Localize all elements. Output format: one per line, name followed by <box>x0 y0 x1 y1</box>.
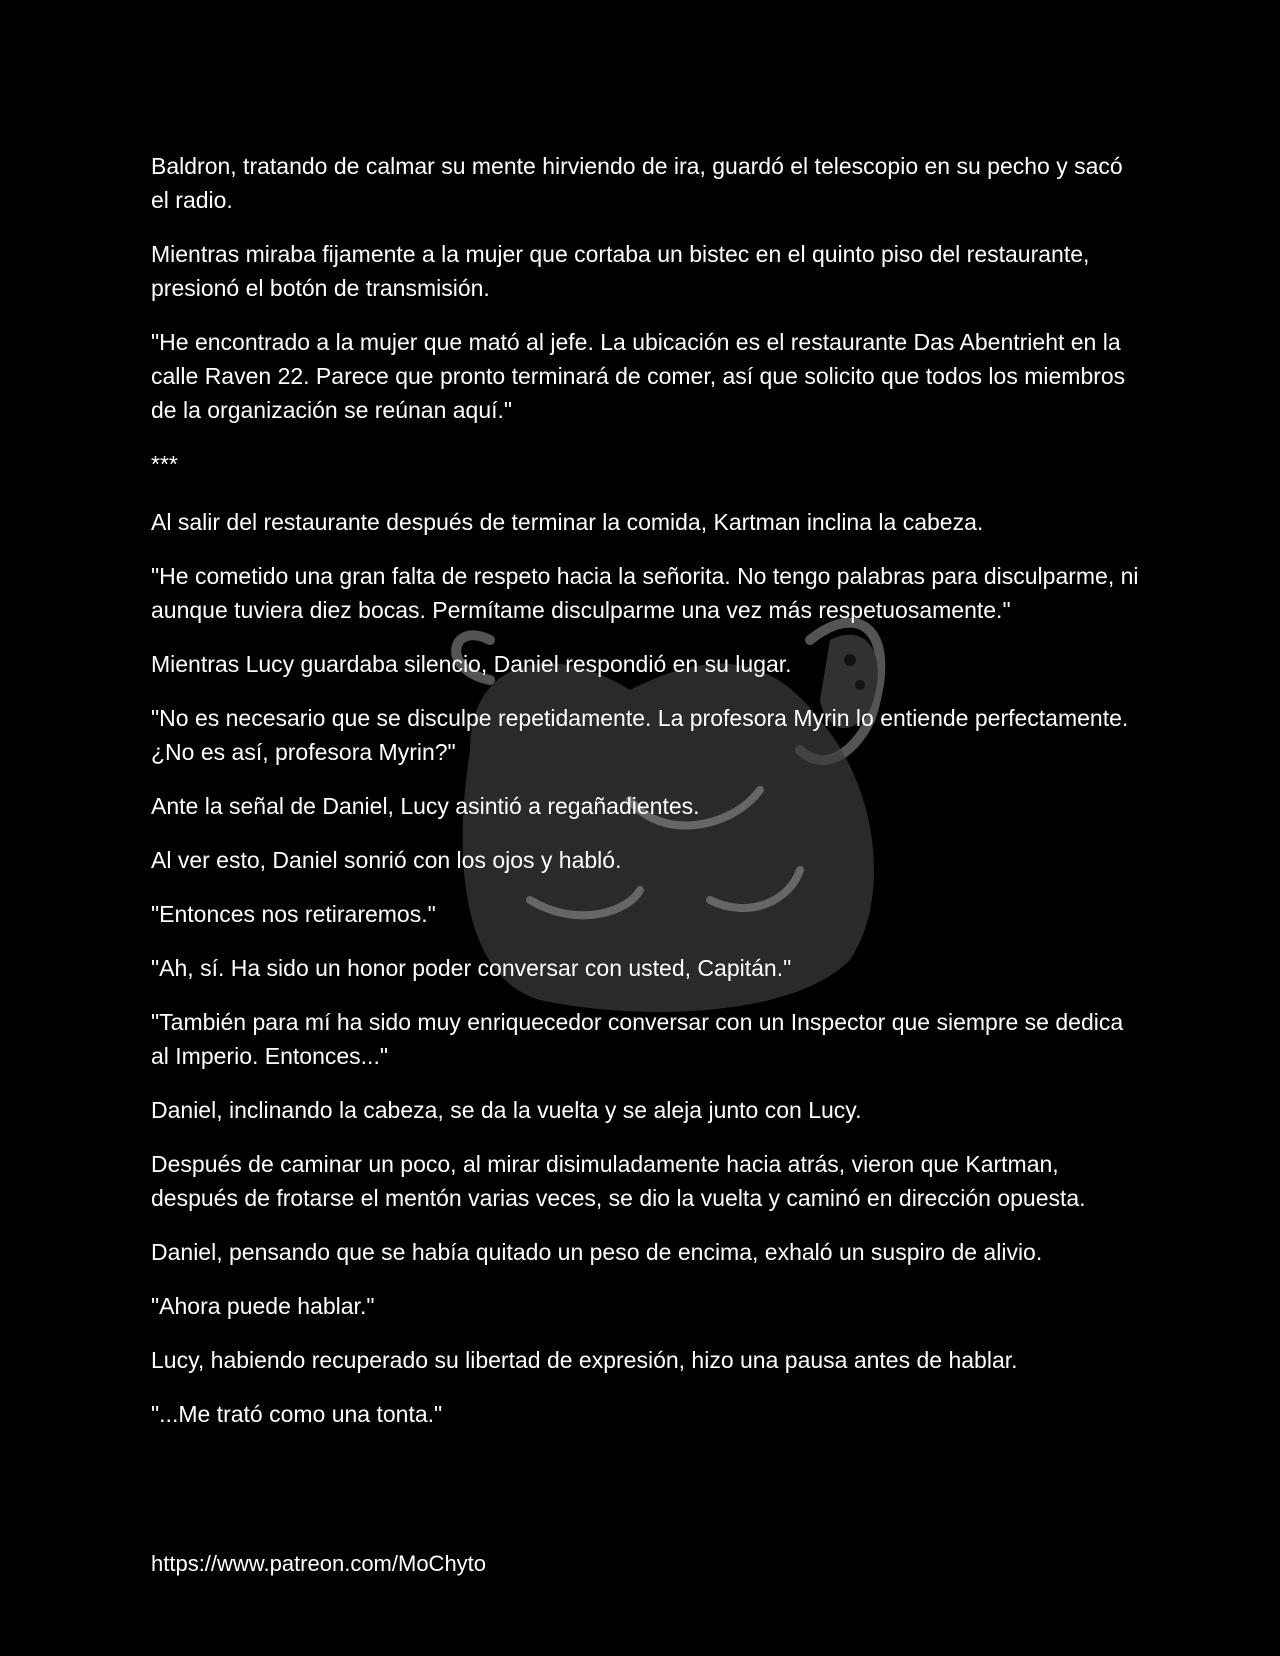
paragraph: Al ver esto, Daniel sonrió con los ojos y habló. <box>151 847 622 873</box>
paragraph: Mientras Lucy guardaba silencio, Daniel respondió en su lugar. <box>151 651 792 677</box>
paragraph: "He encontrado a la mujer que mató al jefe. La ubicación es el restaurante Das Abentrieht en la calle Raven 22. Parece que pronto terminará de comer, así que solicito que todos los miembros de la organización se reúnan aquí." <box>151 329 1126 423</box>
paragraph: Daniel, inclinando la cabeza, se da la vuelta y se aleja junto con Lucy. <box>151 1097 862 1123</box>
paragraph: "...Me trató como una tonta." <box>151 1401 443 1427</box>
paragraph: "También para mí ha sido muy enriquecedor conversar con un Inspector que siempre se dedica al Imperio. Entonces..." <box>151 1009 1124 1069</box>
paragraph: Después de caminar un poco, al mirar disimuladamente hacia atrás, vieron que Kartman, después de frotarse el mentón varias veces, se dio la vuelta y caminó en dirección opuesta. <box>151 1151 1086 1211</box>
scene-separator: *** <box>151 451 178 477</box>
paragraph: Daniel, pensando que se había quitado un peso de encima, exhaló un suspiro de alivio. <box>151 1239 1043 1265</box>
paragraph: Al salir del restaurante después de terminar la comida, Kartman inclina la cabeza. <box>151 509 984 535</box>
paragraph: Baldron, tratando de calmar su mente hirviendo de ira, guardó el telescopio en su pecho y sacó el radio. <box>151 153 1123 213</box>
patreon-link[interactable]: https://www.patreon.com/MoChyto <box>151 1551 487 1576</box>
paragraph: "No es necesario que se disculpe repetidamente. La profesora Myrin lo entiende perfectamente. ¿No es así, profesora Myrin?" <box>151 705 1129 765</box>
paragraph: Ante la señal de Daniel, Lucy asintió a regañadientes. <box>151 793 700 819</box>
paragraph: "He cometido una gran falta de respeto hacia la señorita. No tengo palabras para disculparme, ni aunque tuviera diez bocas. Permítame disculparme una vez más respetuosamente." <box>151 563 1139 623</box>
paragraph: "Entonces nos retiraremos." <box>151 901 436 927</box>
paragraph: Mientras miraba fijamente a la mujer que cortaba un bistec en el quinto piso del restaurante, presionó el botón de transmisión. <box>151 241 1090 301</box>
paragraph: Lucy, habiendo recuperado su libertad de expresión, hizo una pausa antes de hablar. <box>151 1347 1018 1373</box>
chapter-text <box>151 149 1141 1451</box>
paragraph: "Ah, sí. Ha sido un honor poder conversar con usted, Capitán." <box>151 955 792 981</box>
paragraph: "Ahora puede hablar." <box>151 1293 375 1319</box>
